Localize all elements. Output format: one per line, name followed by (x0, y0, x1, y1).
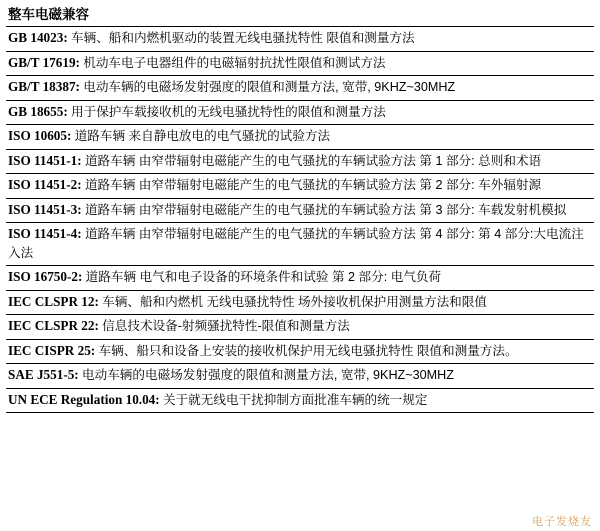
list-item (6, 223, 594, 266)
watermark: 电子发烧友 (532, 516, 592, 528)
standard-code: ISO 11451-4: (8, 226, 82, 241)
standard-text: 机动车电子电器组件的电磁辐射抗扰性限值和测试方法 (83, 55, 386, 70)
standard-code: SAE J551-5: (8, 367, 79, 382)
list-item (6, 174, 594, 199)
standard-text: 道路车辆 来自静电放电的电气骚扰的试验方法 (74, 129, 331, 143)
standard-code: UN ECE Regulation 10.04: (8, 391, 160, 407)
standard-code: IEC CLSPR 22: (8, 318, 99, 333)
list-item (6, 340, 594, 365)
standard-text: 道路车辆 由窄带辐射电磁能产生的电气骚扰的车辆试验方法 第 4 部分: 第 4 部分:大电流注入法 (8, 227, 584, 260)
standard-text: 车辆、船和内燃机驱动的装置无线电骚扰特性 限值和测量方法 (71, 31, 415, 45)
standard-text: 车辆、船和内燃机 无线电骚扰特性 场外接收机保护用测量方法和限值 (102, 294, 487, 309)
list-item (6, 52, 594, 77)
standard-code: ISO 11451-3: (8, 201, 82, 217)
list-item (6, 76, 594, 101)
standard-code: GB/T 18387: (8, 79, 80, 94)
standard-code: ISO 11451-1: (8, 152, 82, 168)
list-item (6, 266, 594, 291)
standard-code: GB 18655: (8, 103, 68, 119)
list-item (6, 125, 594, 150)
standard-text: 用于保护车载接收机的无线电骚扰特性的限值和测量方法 (71, 104, 386, 119)
list-item (6, 101, 594, 126)
list-item (6, 364, 594, 389)
list-item (6, 150, 594, 175)
list-item (6, 291, 594, 316)
standard-code: GB/T 17619: (8, 54, 80, 70)
standard-code: ISO 10605: (8, 128, 72, 143)
standard-code: ISO 16750-2: (8, 269, 83, 284)
list-item (6, 315, 594, 340)
standard-code: GB 14023: (8, 30, 68, 45)
standard-text: 车辆、船只和设备上安装的接收机保护用无线电骚扰特性 限值和测量方法。 (98, 343, 518, 358)
list-item (6, 199, 594, 224)
standard-text: 道路车辆 由窄带辐射电磁能产生的电气骚扰的车辆试验方法 第 3 部分: 车载发射机模拟 (84, 202, 567, 217)
standard-text: 道路车辆 电气和电子设备的环境条件和试验 第 2 部分: 电气负荷 (85, 270, 442, 284)
standard-code: IEC CLSPR 12: (8, 293, 99, 309)
list-item (6, 389, 594, 414)
standard-text: 信息技术设备-射频骚扰特性-限值和测量方法 (102, 319, 350, 333)
standard-text: 道路车辆 由窄带辐射电磁能产生的电气骚扰的车辆试验方法 第 1 部分: 总则和术语 (84, 153, 542, 168)
standards-list (6, 27, 594, 413)
standard-code: IEC CISPR 25: (8, 342, 96, 358)
standard-text: 电动车辆的电磁场发射强度的限值和测量方法, 宽带, 9KHZ~30MHZ (82, 368, 454, 382)
standard-text: 道路车辆 由窄带辐射电磁能产生的电气骚扰的车辆试验方法 第 2 部分: 车外辐射源 (84, 178, 542, 192)
standard-text: 关于就无线电干扰抑制方面批准车辆的统一规定 (162, 392, 428, 407)
standard-text: 电动车辆的电磁场发射强度的限值和测量方法, 宽带, 9KHZ~30MHZ (83, 80, 456, 94)
page-title: 整车电磁兼容 (8, 7, 89, 22)
standard-code: ISO 11451-2: (8, 177, 82, 192)
list-item (6, 27, 594, 52)
divider (6, 412, 594, 413)
